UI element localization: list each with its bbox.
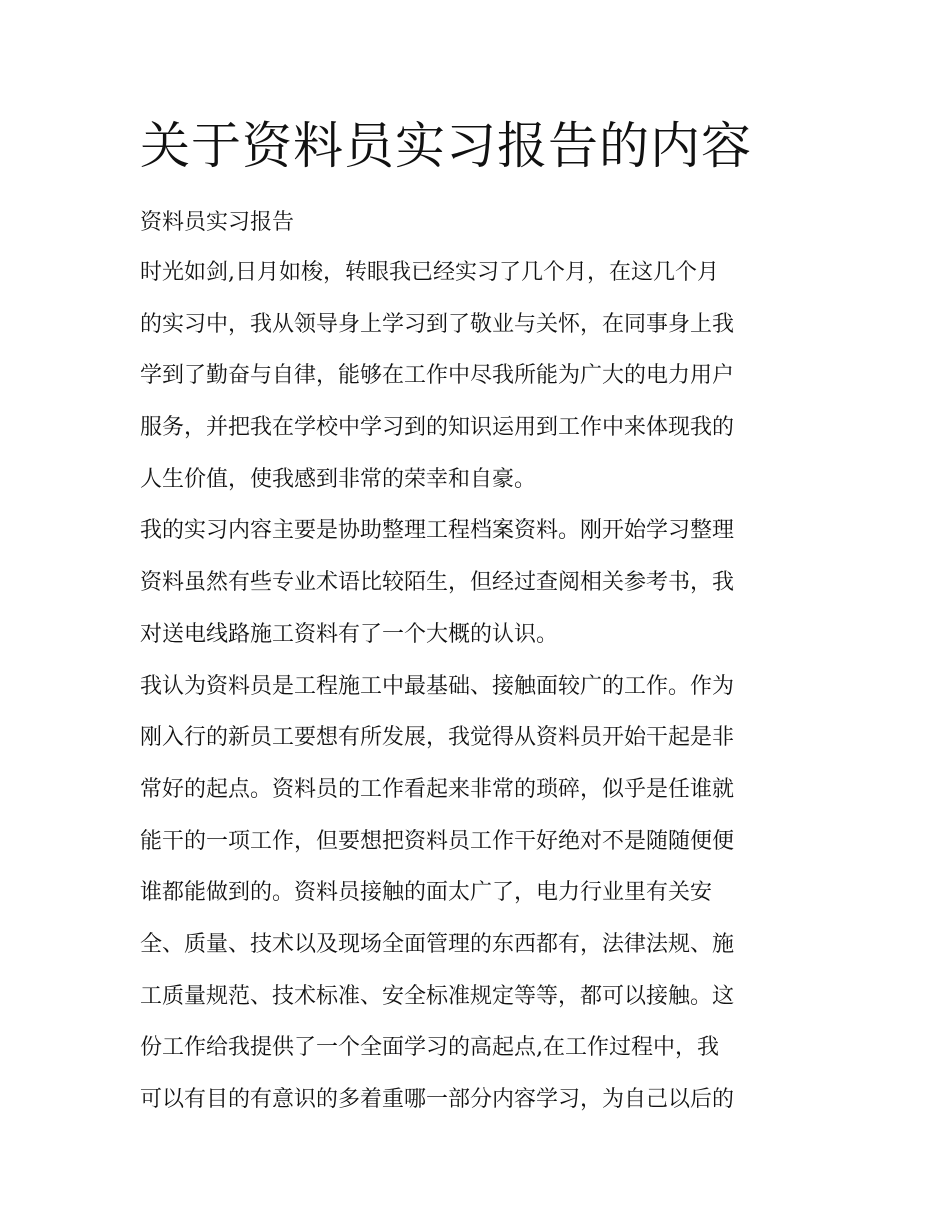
body-line: 份工作给我提供了一个全面学习的高起点,在工作过程中，我 — [140, 1035, 719, 1061]
body-line: 资料虽然有些专业术语比较陌生，但经过查阅相关参考书，我 — [140, 570, 735, 596]
body-line: 时光如剑,日月如梭，转眼我已经实习了几个月，在这几个月 — [140, 260, 719, 285]
body-line: 对送电线路施工资料有了一个大概的认识。 — [140, 621, 559, 647]
body-line: 谁都能做到的。资料员接触的面太广了，电力行业里有关安 — [140, 880, 713, 906]
document-body — [140, 253, 820, 1132]
body-line: 常好的起点。资料员的工作看起来非常的琐碎，似乎是任谁就 — [140, 776, 735, 802]
body-line: 人生价值，使我感到非常的荣幸和自豪。 — [140, 466, 537, 492]
body-line: 刚入行的新员工要想有所发展，我觉得从资料员开始干起是非 — [140, 725, 735, 751]
body-line: 工质量规范、技术标准、安全标准规定等等，都可以接触。这 — [140, 983, 735, 1009]
body-line: 我的实习内容主要是协助整理工程档案资料。刚开始学习整理 — [140, 518, 735, 544]
body-line: 的实习中，我从领导身上学习到了敬业与关怀，在同事身上我 — [140, 311, 735, 337]
body-line: 服务，并把我在学校中学习到的知识运用到工作中来体现我的 — [140, 415, 735, 441]
body-line: 能干的一项工作，但要想把资料员工作干好绝对不是随随便便 — [140, 828, 735, 854]
body-line: 可以有目的有意识的多着重哪一部分内容学习，为自己以后的 — [140, 1087, 735, 1112]
body-line: 学到了勤奋与自律，能够在工作中尽我所能为广大的电力用户 — [140, 363, 735, 389]
body-line: 全、质量、技术以及现场全面管理的东西都有，法律法规、施 — [140, 931, 735, 957]
document-subtitle: 资料员实习报告 — [140, 210, 295, 235]
body-line: 我认为资料员是工程施工中最基础、接触面较广的工作。作为 — [140, 673, 735, 699]
document-title: 关于资料员实习报告的内容 — [140, 117, 752, 175]
